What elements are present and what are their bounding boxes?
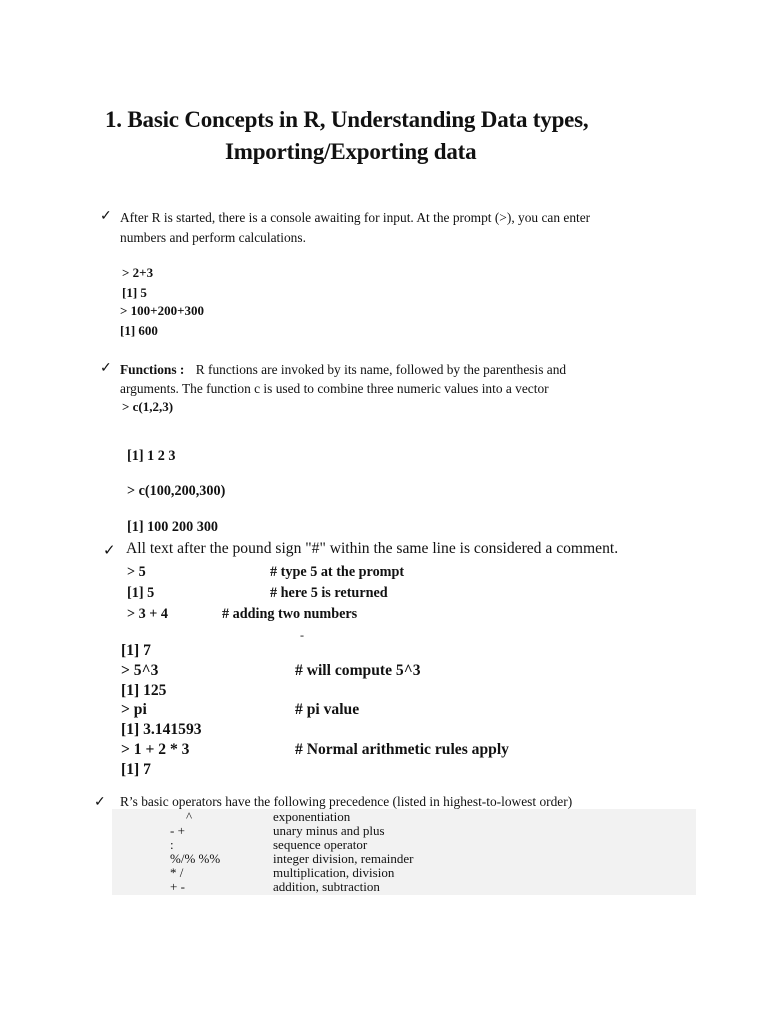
section3-text: All text after the pound sign "#" within the same line is considered a comment. bbox=[126, 540, 619, 557]
section2-text-line-2: arguments. The function c is used to combine three numeric values into a vector bbox=[120, 381, 549, 396]
operator-description: unary minus and plus bbox=[273, 823, 385, 838]
code-line: > 2+3 bbox=[122, 265, 154, 280]
operator-description: addition, subtraction bbox=[273, 879, 380, 894]
code-line: [1] 5 bbox=[127, 585, 155, 601]
checkmark-icon: ✓ bbox=[100, 209, 112, 224]
functions-label: Functions : bbox=[120, 362, 185, 377]
code-line: [1] 125 bbox=[121, 682, 167, 699]
code-line: [1] 600 bbox=[120, 323, 158, 338]
document-title-line-2: Importing/Exporting data bbox=[225, 139, 477, 164]
code-comment: # here 5 is returned bbox=[270, 585, 388, 601]
operator-symbol: - + bbox=[170, 823, 185, 838]
code-comment: # will compute 5^3 bbox=[295, 662, 421, 679]
checkmark-icon: ✓ bbox=[94, 795, 106, 810]
checkmark-icon: ✓ bbox=[103, 543, 116, 559]
section4-text: R’s basic operators have the following precedence (listed in highest-to-lowest order) bbox=[120, 794, 573, 809]
code-line: > c(1,2,3) bbox=[122, 399, 174, 414]
functions-description: R functions are invoked by its name, followed by the parenthesis and bbox=[195, 362, 567, 377]
operator-symbol: : bbox=[170, 837, 174, 852]
document-title-line-1: 1. Basic Concepts in R, Understanding Data types, bbox=[105, 107, 589, 132]
operator-precedence-table bbox=[112, 809, 696, 895]
section1-text-line-2: numbers and perform calculations. bbox=[120, 230, 306, 245]
dash-mark: - bbox=[300, 628, 304, 642]
operator-description: multiplication, division bbox=[273, 865, 395, 880]
code-comment: # adding two numbers bbox=[222, 606, 358, 622]
code-line: > 5^3 bbox=[121, 662, 159, 679]
section2-text-line-1 bbox=[120, 360, 626, 380]
code-line: > pi bbox=[121, 701, 147, 718]
operator-description: exponentiation bbox=[273, 809, 351, 824]
code-comment: # pi value bbox=[295, 701, 360, 718]
section1-text-line-1: After R is started, there is a console awaiting for input. At the prompt (>), you can enter bbox=[120, 210, 591, 225]
code-line: > 100+200+300 bbox=[120, 303, 204, 318]
code-line: [1] 3.141593 bbox=[121, 721, 202, 738]
code-line: [1] 100 200 300 bbox=[127, 519, 219, 535]
operator-description: integer division, remainder bbox=[273, 851, 414, 866]
code-line: [1] 7 bbox=[121, 642, 151, 659]
code-line: > 5 bbox=[127, 564, 146, 580]
operator-symbol: * / bbox=[170, 865, 184, 880]
checkmark-icon: ✓ bbox=[100, 361, 112, 376]
operator-symbol: + - bbox=[170, 879, 185, 894]
code-line: [1] 5 bbox=[122, 285, 147, 300]
code-comment: # Normal arithmetic rules apply bbox=[295, 741, 509, 758]
code-line: > 3 + 4 bbox=[127, 606, 168, 622]
code-line: > c(100,200,300) bbox=[127, 483, 226, 499]
code-comment: # type 5 at the prompt bbox=[270, 564, 405, 580]
code-line: > 1 + 2 * 3 bbox=[121, 741, 190, 758]
operator-symbol: ^ bbox=[186, 809, 193, 824]
operator-symbol: %/% %% bbox=[170, 851, 221, 866]
code-line: [1] 1 2 3 bbox=[127, 448, 176, 464]
operator-description: sequence operator bbox=[273, 837, 368, 852]
code-line: [1] 7 bbox=[121, 761, 151, 778]
